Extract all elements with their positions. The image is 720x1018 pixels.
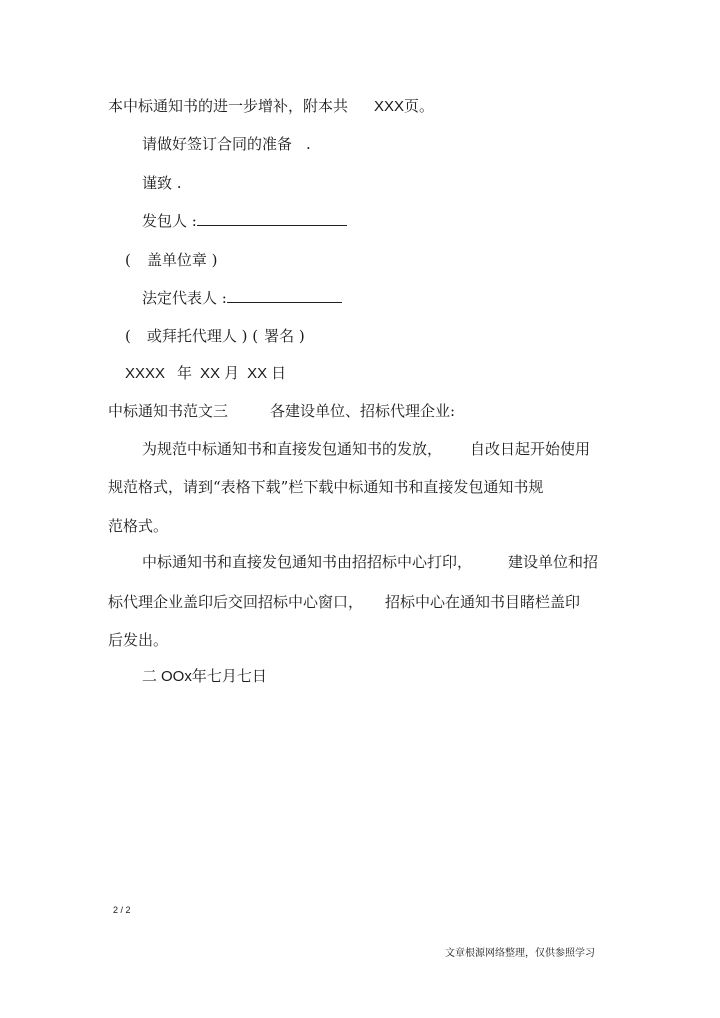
text: 日 <box>271 364 287 382</box>
page-number: 2 / 2 <box>113 905 131 915</box>
paragraph-1-line-2 <box>108 477 543 497</box>
text: 月 <box>224 364 240 382</box>
paragraph-2-line-1 <box>142 552 598 572</box>
field-label: 法定代表人 : <box>142 289 227 307</box>
text: . <box>306 135 311 153</box>
text: 年 <box>177 364 193 382</box>
text: 标代理企业盖印后交回招标中心窗口， <box>108 593 364 611</box>
line-agent-sign <box>125 326 305 346</box>
paragraph-2-line-2 <box>108 592 580 612</box>
text: 后发出。 <box>108 631 169 649</box>
text: XXXX <box>125 365 166 382</box>
signature-line <box>227 288 342 303</box>
text: 二 <box>142 667 158 685</box>
text: OOx <box>161 668 192 685</box>
signature-line <box>197 211 347 226</box>
text: 或拜托代理人 ) ( <box>146 327 259 345</box>
paragraph-1-line-3 <box>108 516 168 536</box>
text: 规范格式，请到“表格下载”栏下载中标通知书和直接发包通知书规 <box>108 478 544 496</box>
text: 范格式。 <box>108 517 169 535</box>
text: XXX <box>374 98 405 115</box>
text: ( <box>125 251 131 269</box>
text: 本中标通知书的进一步增补，附本共 <box>108 97 349 115</box>
text: ( <box>125 327 131 345</box>
text: 为规范中标通知书和直接发包通知书的发放， <box>142 440 443 458</box>
line-seal <box>125 250 217 270</box>
line-attachment <box>108 96 434 117</box>
text: 中标通知书和直接发包通知书由招招标中心打印， <box>142 553 473 571</box>
text: 谨致 . <box>142 174 182 192</box>
text: 招标中心在通知书目睹栏盖印 <box>385 593 581 611</box>
line-date <box>125 363 286 384</box>
salutation: 各建设单位、招标代理企业: <box>270 402 456 420</box>
text: 署名 ) <box>264 327 305 345</box>
line-closing-date <box>142 666 267 687</box>
text: 建设单位和招 <box>508 553 599 571</box>
field-label: 发包人 : <box>142 212 197 230</box>
line-employer <box>142 211 347 231</box>
section-heading: 中标通知书范文三 <box>108 402 229 420</box>
line-prepare-contract <box>142 134 311 154</box>
line-sample-three-heading <box>108 401 455 421</box>
text: 盖单位章 ) <box>146 251 218 269</box>
text: 年七月七日 <box>191 667 267 685</box>
text: 请做好签订合同的准备 <box>142 135 293 153</box>
text: 自改日起开始使用 <box>470 440 591 458</box>
line-legal-rep <box>142 288 342 308</box>
paragraph-1-line-1 <box>142 439 590 459</box>
paragraph-2-line-3 <box>108 630 168 650</box>
line-regards <box>142 173 182 193</box>
text: 页。 <box>404 97 435 115</box>
footer-note: 文章根源网络整理，仅供参照学习 <box>445 948 595 959</box>
text: XX <box>247 365 268 382</box>
text: XX <box>200 365 221 382</box>
